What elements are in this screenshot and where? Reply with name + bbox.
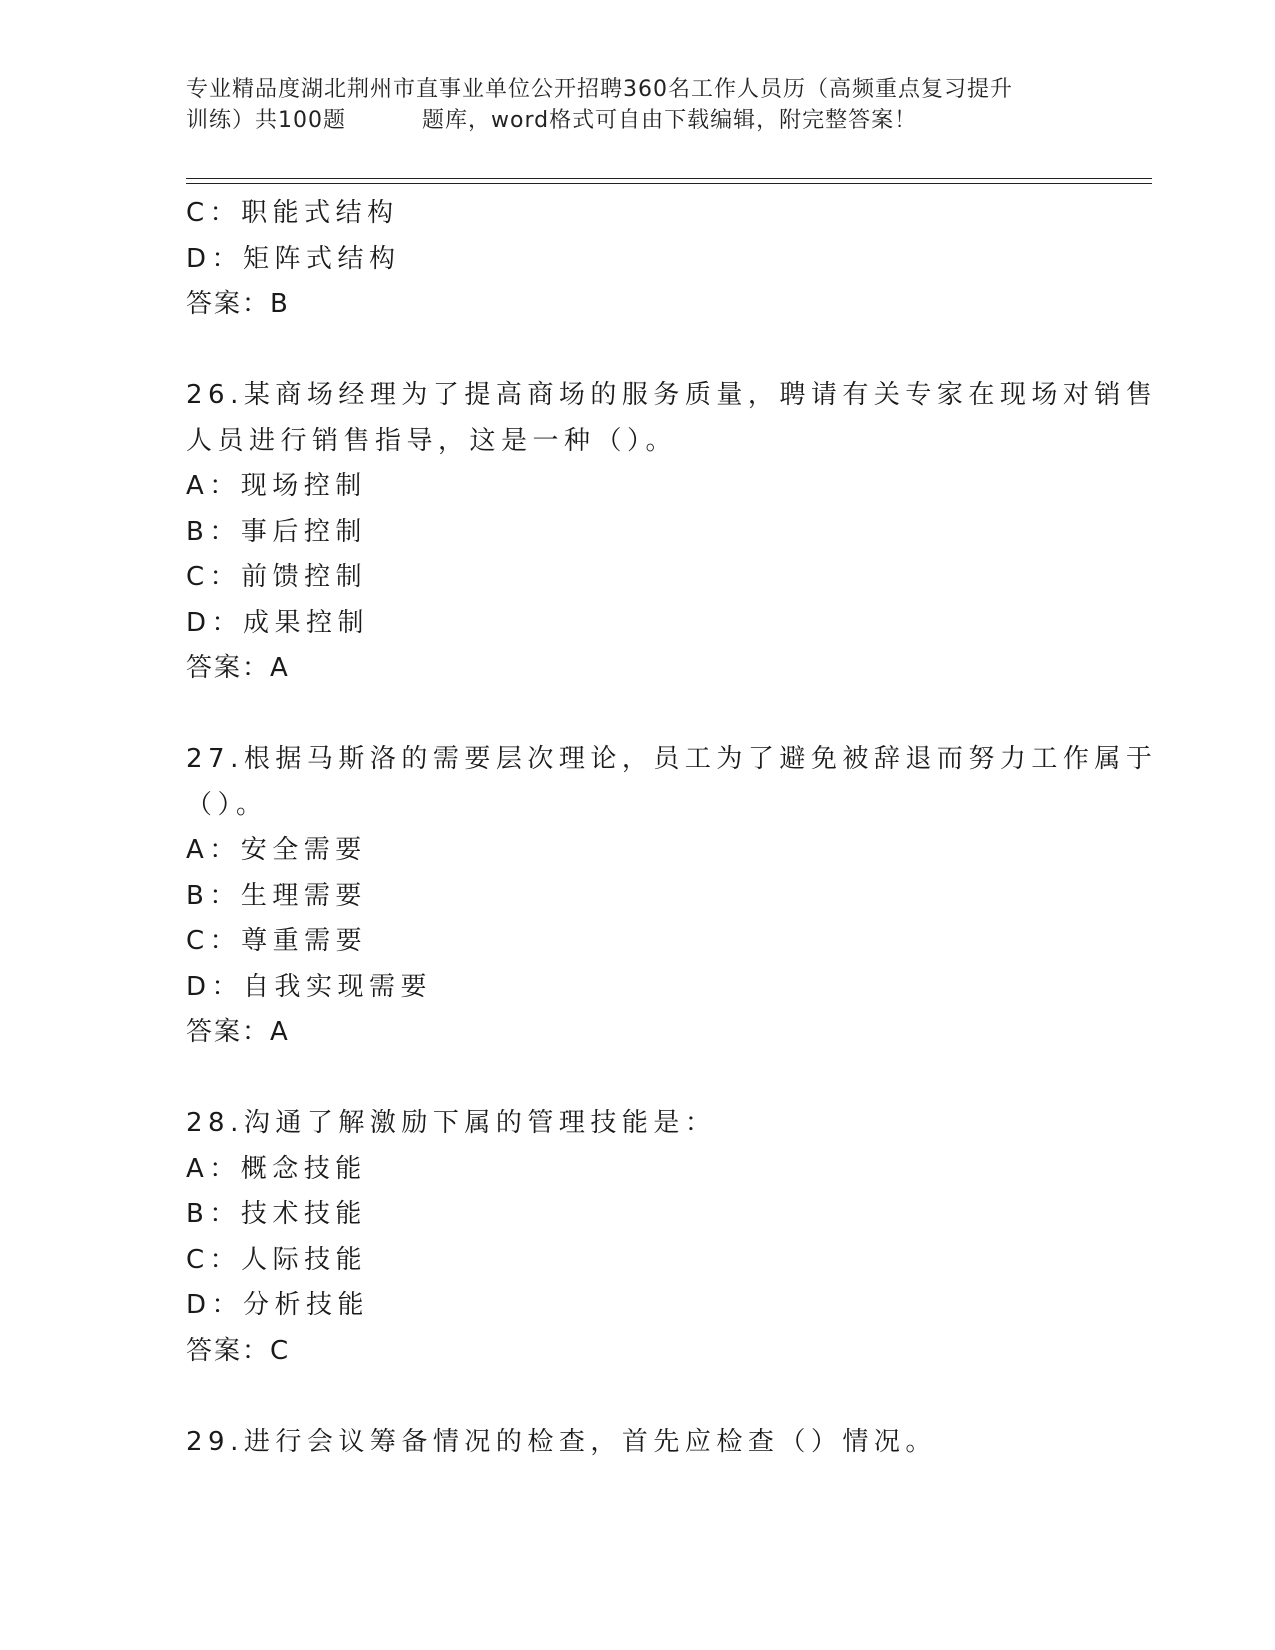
- header-line-2a: 训练）共100题: [186, 108, 346, 133]
- option-b: B：技术技能: [186, 1199, 367, 1229]
- option-d: D：自我实现需要: [186, 971, 433, 1002]
- answer-line: 答案：A: [186, 653, 290, 683]
- question-stem-line: 29.进行会议筹备情况的检查，首先应检查（）情况。: [186, 1426, 937, 1457]
- option-a: A：现场控制: [186, 471, 367, 501]
- question-stem-line: 人员进行销售指导，这是一种（）。: [186, 425, 678, 456]
- header-line-1: 专业精品度湖北荆州市直事业单位公开招聘360名工作人员历（高频重点复习提升: [186, 77, 1013, 102]
- question-stem-line: （）。: [186, 789, 268, 820]
- question-26: [186, 373, 1158, 692]
- question-stem-line: 26.某商场经理为了提高商场的服务质量，聘请有关专家在现场对销售: [186, 380, 1158, 410]
- question-content: [186, 191, 1158, 1465]
- header-rule-top: [186, 178, 1152, 179]
- option-b: B：事后控制: [186, 516, 367, 547]
- question-stem-line: 28.沟通了解激励下属的管理技能是：: [186, 1108, 717, 1138]
- question-29: [186, 1420, 1086, 1466]
- prev-question-block: [186, 191, 1086, 328]
- question-stem-line: 27.根据马斯洛的需要层次理论，员工为了避免被辞退而努力工作属于: [186, 744, 1158, 774]
- answer-line: 答案：C: [186, 1335, 291, 1366]
- option-c: C：尊重需要: [186, 926, 368, 956]
- option-d: D：成果控制: [186, 607, 370, 638]
- option-b: B：生理需要: [186, 880, 367, 911]
- option-c: C：职能式结构: [186, 198, 399, 228]
- page-header: [186, 74, 1086, 136]
- option-a: A：概念技能: [186, 1153, 367, 1184]
- option-d: D：分析技能: [186, 1290, 370, 1320]
- option-c: C：前馈控制: [186, 562, 368, 592]
- answer-line: 答案：A: [186, 1017, 290, 1047]
- option-d: D：矩阵式结构: [186, 243, 401, 274]
- header-line-2b: 题库，word格式可自由下载编辑，附完整答案！: [422, 108, 918, 133]
- header-line-2: [186, 105, 1086, 136]
- question-28: [186, 1101, 1086, 1374]
- header-rule-bottom: [186, 183, 1152, 184]
- option-a: A：安全需要: [186, 835, 367, 865]
- option-c: C：人际技能: [186, 1244, 368, 1275]
- answer-line: 答案：B: [186, 289, 290, 319]
- question-27: [186, 737, 1158, 1056]
